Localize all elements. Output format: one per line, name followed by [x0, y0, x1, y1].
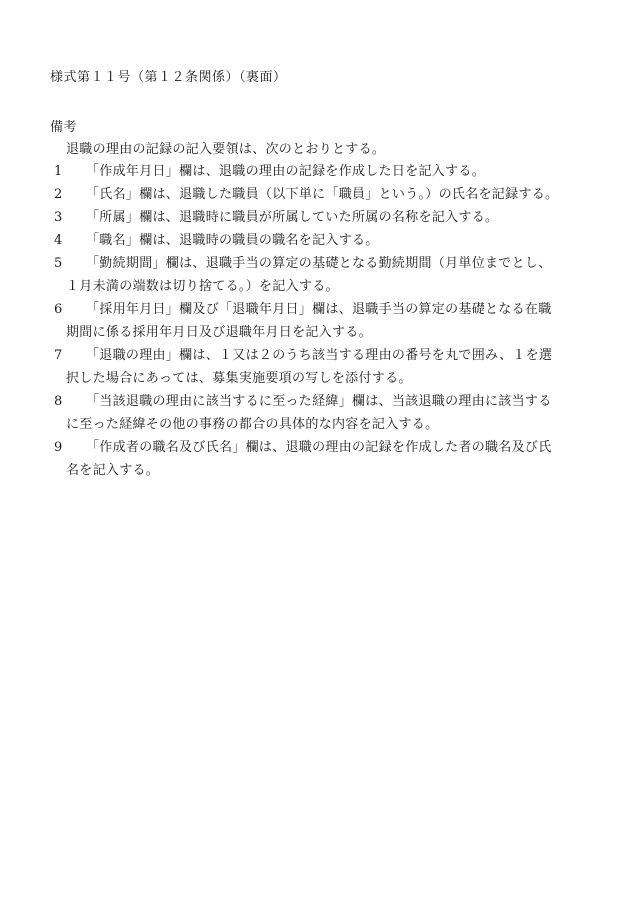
- remark-item-text: 「退職の理由」欄は、１又は２のうち該当する理由の番号を丸で囲み、１を選: [86, 348, 553, 363]
- remark-item: [50, 298, 590, 344]
- remark-item-text: 「所属」欄は、退職時に職員が所属していた所属の名称を記入する。: [86, 210, 499, 225]
- remark-item-number: 7: [54, 348, 63, 363]
- remark-item: [50, 229, 590, 252]
- remark-item-continuation: [50, 275, 590, 298]
- remark-item-text: 「氏名」欄は、退職した職員（以下単に「職員」という。）の氏名を記録する。: [86, 187, 559, 202]
- remark-item: [50, 390, 590, 436]
- remark-item-line: [50, 229, 590, 252]
- remark-item-text: 「作成者の職名及び氏名」欄は、退職の理由の記録を作成した者の職名及び氏: [86, 440, 552, 455]
- form-title: 様式第１１号（第１２条関係）（裏面）: [50, 70, 287, 85]
- remarks-heading: 備考: [50, 120, 78, 135]
- remark-item-text: １月未満の端数は切り捨てる。）を記入する。: [66, 279, 339, 294]
- remark-item-continuation: [50, 459, 590, 482]
- remark-item-text: 「作成年月日」欄は、退職の理由の記録を作成した日を記入する。: [86, 164, 486, 179]
- remark-item-line: [50, 252, 590, 275]
- remark-item: [50, 206, 590, 229]
- remark-item-text: 「職名」欄は、退職時の職員の職名を記入する。: [86, 233, 379, 248]
- remark-item-text: 「採用年月日」欄及び「退職年月日」欄は、退職手当の算定の基礎となる在職: [86, 302, 552, 317]
- remark-item: [50, 436, 590, 482]
- remarks-list: [50, 160, 590, 482]
- remark-item-continuation: [50, 321, 590, 344]
- remark-item-line: [50, 298, 590, 321]
- remark-item-text: 択した場合にあっては、募集実施要項の写しを添付する。: [66, 371, 412, 386]
- remark-item-line: [50, 206, 590, 229]
- remark-item-text: 名を記入する。: [66, 463, 160, 478]
- remark-item-number: 6: [54, 302, 63, 317]
- remark-item-text: 「勤続期間」欄は、退職手当の算定の基礎となる勤続期間（月単位までとし、: [86, 256, 552, 271]
- remarks-intro: 退職の理由の記録の記入要領は、次のとおりとする。: [66, 142, 386, 157]
- remark-item-line: [50, 344, 590, 367]
- remark-item-line: [50, 390, 590, 413]
- remark-item-number: 8: [54, 394, 63, 409]
- remark-item-number: 9: [54, 440, 63, 455]
- remark-item-line: [50, 160, 590, 183]
- remark-item-line: [50, 183, 590, 206]
- remark-item: [50, 160, 590, 183]
- remark-item-number: 3: [54, 210, 63, 225]
- remark-item-continuation: [50, 413, 590, 436]
- remark-item-number: 1: [54, 164, 63, 179]
- remark-item-number: 2: [54, 187, 63, 202]
- remark-item-number: 5: [54, 256, 63, 271]
- remark-item-text: 期間に係る採用年月日及び退職年月日を記入する。: [66, 325, 372, 340]
- remark-item: [50, 344, 590, 390]
- remark-item-text: 「当該退職の理由に該当するに至った経緯」欄は、当該退職の理由に該当する: [86, 394, 552, 409]
- remark-item: [50, 252, 590, 298]
- remark-item-continuation: [50, 367, 590, 390]
- remark-item: [50, 183, 590, 206]
- remark-item-number: 4: [54, 233, 63, 248]
- remark-item-line: [50, 436, 590, 459]
- remark-item-text: に至った経緯その他の事務の都合の具体的な内容を記入する。: [66, 417, 439, 432]
